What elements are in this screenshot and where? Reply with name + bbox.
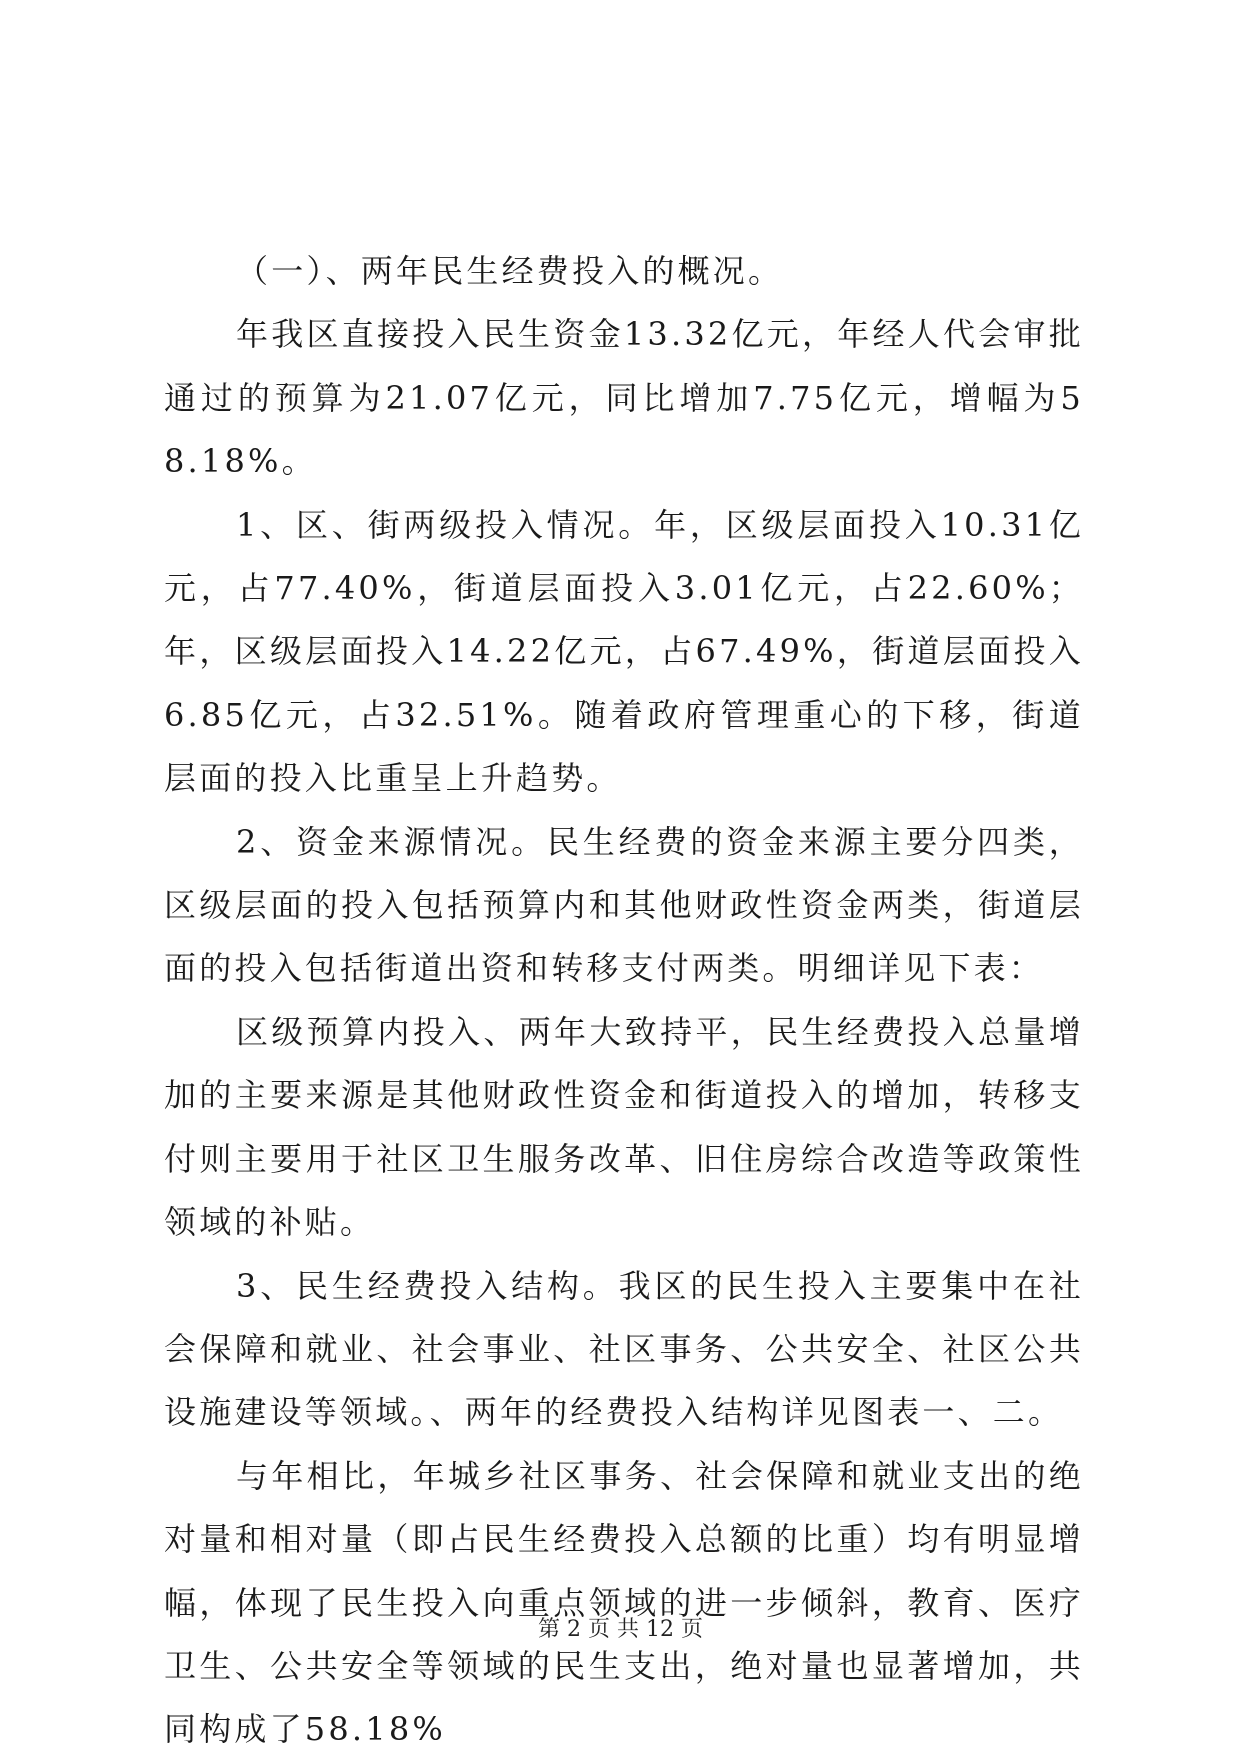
paragraph-investment-structure: 3、民生经费投入结构。我区的民生投入主要集中在社会保障和就业、社会事业、社区事务、公共安全、社区公共设施建设等领域。、两年的经费投入结构详见图表一、二。	[164, 1266, 1084, 1432]
document-body	[164, 240, 1084, 1762]
paragraph-comparison: 与年相比，年城乡社区事务、社会保障和就业支出的绝对量和相对量（即占民生经费投入总额的比重）均有明显增幅，体现了民生投入向重点领域的进一步倾斜，教育、医疗卫生、公共安全等领域的民生支出，绝对量也显著增加，共同构成了58.18%	[164, 1456, 1084, 1749]
paragraph-two-level-investment: 1、区、街两级投入情况。年，区级层面投入10.31亿元，占77.40%，街道层面投入3.01亿元，占22.60%；年，区级层面投入14.22亿元，占67.49%，街道层面投入6.85亿元，占32.51%。随着政府管理重心的下移，街道层面的投入比重呈上升趋势。	[164, 505, 1084, 798]
page-number-footer: 第 2 页 共 12 页	[538, 1617, 703, 1642]
paragraph-funding-sources: 2、资金来源情况。民生经费的资金来源主要分四类，区级层面的投入包括预算内和其他财政性资金两类，街道层面的投入包括街道出资和转移支付两类。明细详见下表：	[164, 822, 1084, 988]
paragraph-budget-analysis: 区级预算内投入、两年大致持平，民生经费投入总量增加的主要来源是其他财政性资金和街道投入的增加，转移支付则主要用于社区卫生服务改革、旧住房综合改造等政策性领域的补贴。	[164, 1012, 1084, 1242]
section-heading: （一）、两年民生经费投入的概况。	[236, 252, 784, 290]
paragraph-overview: 年我区直接投入民生资金13.32亿元，年经人代会审批通过的预算为21.07亿元，同比增加7.75亿元，增幅为58.18%。	[164, 315, 1084, 481]
